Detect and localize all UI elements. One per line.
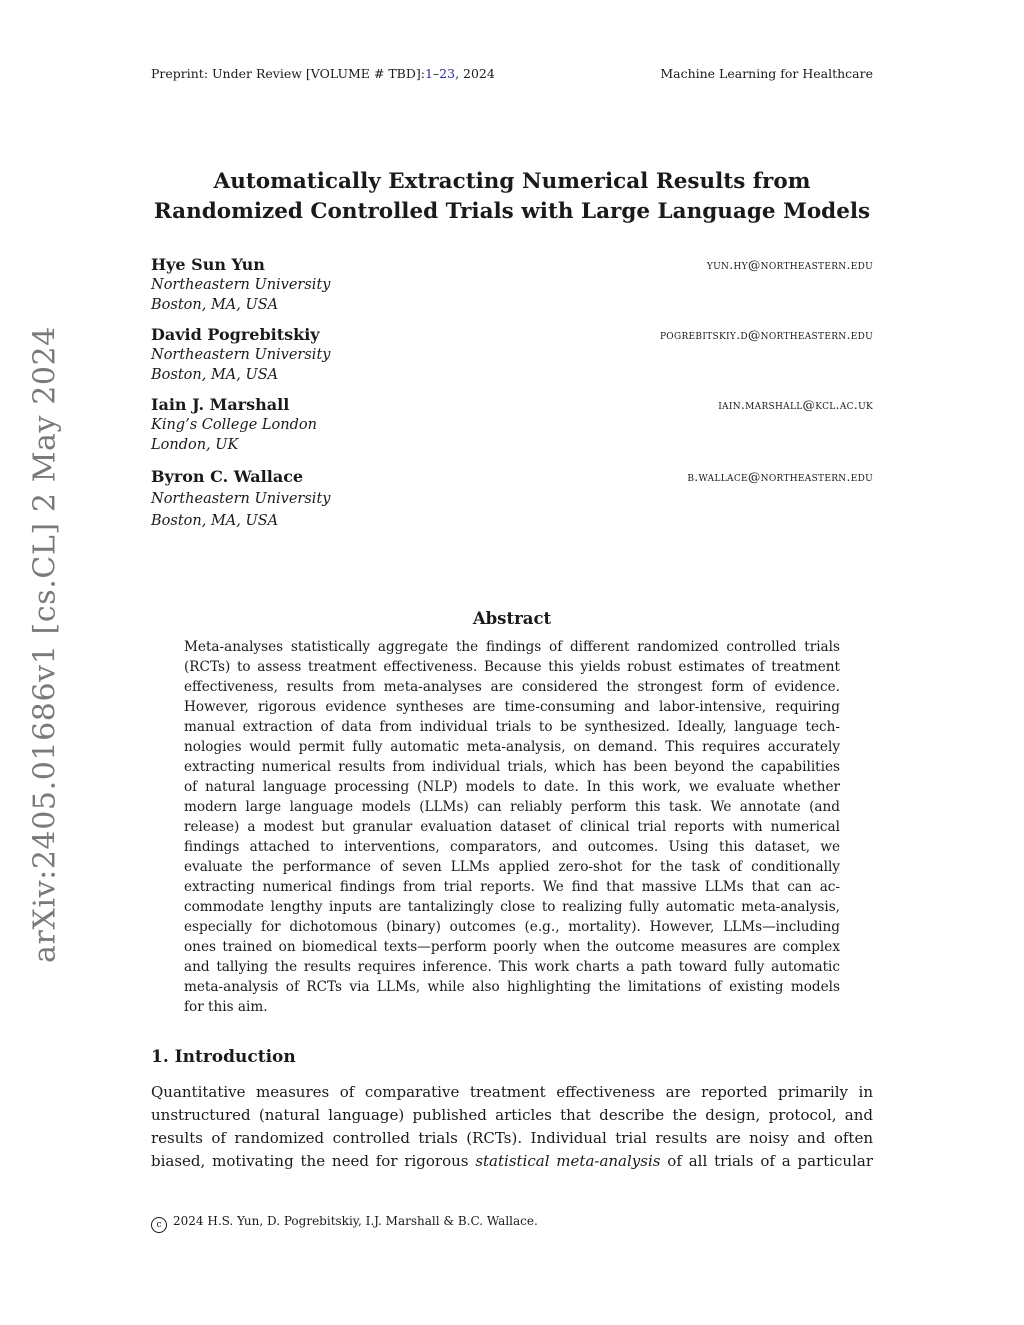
copyright-footer [151, 1213, 538, 1233]
abstract-line: for this aim. [184, 999, 268, 1015]
abstract-heading: Abstract [472, 609, 552, 628]
arxiv-stamp: arXiv:2405.01686v1 [cs.CL] 2 May 2024 [27, 326, 63, 964]
author-email[interactable]: yun.hy@northeastern.edu [706, 257, 873, 272]
running-header-left [151, 66, 495, 82]
abstract-line: extracting numerical findings from trial reports. We find that massive LLMs that can ac- [184, 879, 840, 895]
introduction-body [151, 1081, 873, 1173]
intro-line [151, 1150, 873, 1173]
author-email[interactable]: iain.marshall@kcl.ac.uk [718, 397, 873, 412]
abstract-line: findings attached to interventions, comparators, and outcomes. Using this dataset, we [184, 839, 840, 855]
page-end-link[interactable]: 23 [439, 66, 456, 81]
abstract-line: effectiveness, results from meta-analyses are considered the strongest form of evidence. [184, 679, 840, 695]
abstract-line: and tallying the results requires inference. This work charts a path toward fully automatic [184, 959, 840, 975]
venue-text: Preprint: Under Review [VOLUME # TBD]: [151, 66, 425, 81]
author-name: Iain J. Marshall [151, 395, 290, 414]
author-location: Boston, MA, USA [151, 297, 279, 313]
title-line-2: Randomized Controlled Trials with Large Language Models [153, 199, 871, 224]
author-email[interactable]: pogrebitskiy.d@northeastern.edu [659, 327, 873, 342]
copyright-icon: c [151, 1217, 167, 1233]
author-location: London, UK [151, 437, 239, 453]
section-heading-introduction: 1. Introduction [151, 1047, 296, 1067]
page-range-dash: – [432, 66, 440, 81]
abstract-line: ones trained on biomedical texts—perform poorly when the outcome measures are complex [184, 939, 840, 955]
abstract-line: extracting numerical results from individual trials, which has been beyond the capabilities [184, 759, 840, 775]
author-email[interactable]: b.wallace@northeastern.edu [687, 469, 873, 484]
author-block-2 [151, 325, 873, 385]
abstract-line: nologies would permit fully automatic meta-analysis, on demand. This requires accurately [184, 739, 840, 755]
author-location: Boston, MA, USA [151, 367, 279, 383]
abstract-body [184, 637, 840, 1017]
running-header-right: Machine Learning for Healthcare [660, 66, 873, 81]
intro-text: of all trials of a particular [660, 1152, 874, 1170]
paper-title [120, 167, 904, 227]
author-block-1 [151, 255, 873, 315]
intro-line: unstructured (natural language) published articles that describe the design, protocol, and [151, 1106, 873, 1124]
abstract-line: release) a modest but granular evaluation dataset of clinical trial reports with numerical [184, 819, 840, 835]
abstract-line: evaluate the performance of seven LLMs applied zero-shot for the task of conditionally [184, 859, 840, 875]
year-text: , 2024 [455, 66, 495, 81]
author-affiliation: Northeastern University [151, 491, 331, 507]
author-affiliation: Northeastern University [151, 277, 331, 293]
author-block-4 [151, 467, 873, 531]
author-block-3 [151, 395, 873, 455]
abstract-line: (RCTs) to assess treatment effectiveness. Because this yields robust estimates of treatment [184, 659, 840, 675]
abstract-line: commodate lengthy inputs are tantalizingly close to realizing fully automatic meta-analysis, [184, 899, 840, 915]
intro-line: Quantitative measures of comparative treatment effectiveness are reported primarily in [151, 1083, 873, 1101]
author-name: Hye Sun Yun [151, 255, 265, 274]
author-location: Boston, MA, USA [151, 513, 279, 529]
intro-line: results of randomized controlled trials (RCTs). Individual trial results are noisy and often [151, 1129, 873, 1147]
abstract-line: modern large language models (LLMs) can reliably perform this task. We annotate (and [184, 799, 840, 815]
abstract-line: manual extraction of data from individual trials to be synthesized. Ideally, language tech- [184, 719, 840, 735]
author-affiliation: Northeastern University [151, 347, 331, 363]
abstract-line: However, rigorous evidence syntheses are time-consuming and labor-intensive, requiring [184, 699, 840, 715]
abstract-line: Meta-analyses statistically aggregate the findings of different randomized controlled trials [184, 639, 840, 655]
title-line-1: Automatically Extracting Numerical Results from [213, 169, 811, 194]
abstract-line: of natural language processing (NLP) models to date. In this work, we evaluate whether [184, 779, 840, 795]
page-start-link[interactable]: 1 [424, 66, 433, 81]
intro-emphasis: statistical meta-analysis [475, 1152, 661, 1170]
author-name: Byron C. Wallace [151, 467, 304, 486]
abstract-line: especially for dichotomous (binary) outcomes (e.g., mortality). However, LLMs—including [184, 919, 840, 935]
copyright-text: 2024 H.S. Yun, D. Pogrebitskiy, I.J. Marshall & B.C. Wallace. [173, 1214, 538, 1228]
author-name: David Pogrebitskiy [151, 325, 320, 344]
intro-text: biased, motivating the need for rigorous [151, 1152, 476, 1170]
abstract-line: meta-analysis of RCTs via LLMs, while also highlighting the limitations of existing models [184, 979, 840, 995]
author-affiliation: King’s College London [151, 417, 317, 433]
